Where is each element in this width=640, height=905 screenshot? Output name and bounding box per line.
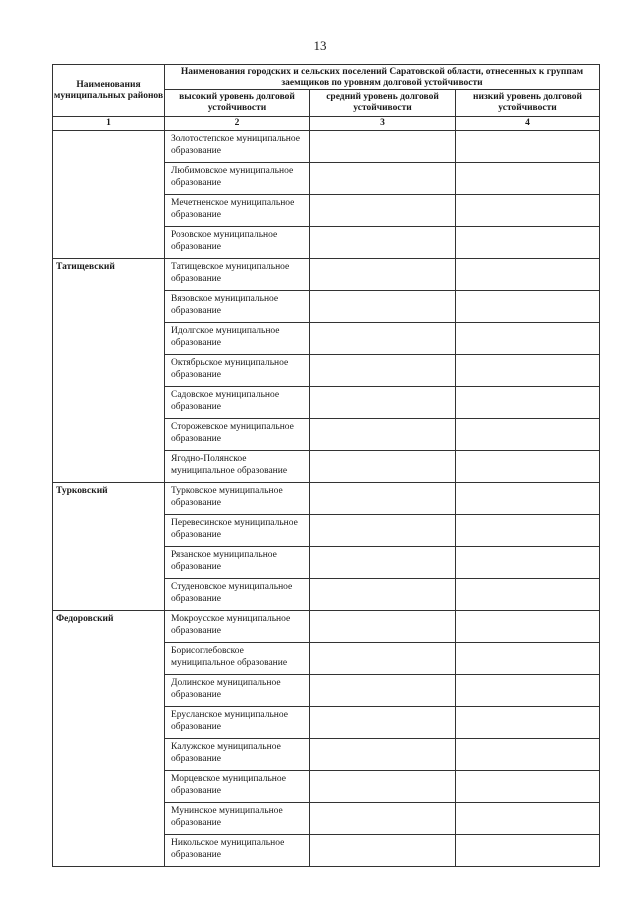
empty-cell xyxy=(310,835,456,867)
empty-cell xyxy=(456,131,600,163)
empty-cell xyxy=(310,291,456,323)
empty-cell xyxy=(310,387,456,419)
empty-cell xyxy=(310,771,456,803)
empty-cell xyxy=(456,611,600,643)
settlement-name: Никольское муниципальное образование xyxy=(165,835,310,867)
district-name: Федоровский xyxy=(53,611,165,867)
settlement-name: Ерусланское муниципальное образование xyxy=(165,707,310,739)
empty-cell xyxy=(456,739,600,771)
settlement-name: Татищевское муниципальное образование xyxy=(165,259,310,291)
settlement-name: Ягодно-Полянское муниципальное образование xyxy=(165,451,310,483)
empty-cell xyxy=(310,707,456,739)
header-medium-level: средний уровень долговой устойчивости xyxy=(310,90,456,117)
empty-cell xyxy=(456,515,600,547)
table-row xyxy=(53,259,600,291)
empty-cell xyxy=(456,259,600,291)
column-number: 2 xyxy=(165,117,310,131)
settlement-name: Рязанское муниципальное образование xyxy=(165,547,310,579)
settlement-name: Калужское муниципальное образование xyxy=(165,739,310,771)
empty-cell xyxy=(310,259,456,291)
empty-cell xyxy=(456,483,600,515)
settlement-name: Сторожевское муниципальное образование xyxy=(165,419,310,451)
empty-cell xyxy=(456,579,600,611)
empty-cell xyxy=(310,547,456,579)
column-number: 3 xyxy=(310,117,456,131)
settlement-name: Вязовское муниципальное образование xyxy=(165,291,310,323)
settlement-name: Перевесинское муниципальное образование xyxy=(165,515,310,547)
empty-cell xyxy=(456,291,600,323)
settlement-name: Студеновское муниципальное образование xyxy=(165,579,310,611)
empty-cell xyxy=(310,739,456,771)
settlement-name: Золотостепское муниципальное образование xyxy=(165,131,310,163)
district-name xyxy=(53,131,165,259)
empty-cell xyxy=(310,611,456,643)
empty-cell xyxy=(310,579,456,611)
settlement-name: Идолгское муниципальное образование xyxy=(165,323,310,355)
empty-cell xyxy=(310,483,456,515)
district-name: Турковский xyxy=(53,483,165,611)
column-number: 4 xyxy=(456,117,600,131)
empty-cell xyxy=(456,835,600,867)
district-name: Татищевский xyxy=(53,259,165,483)
settlement-name: Октябрьское муниципальное образование xyxy=(165,355,310,387)
empty-cell xyxy=(310,163,456,195)
header-districts: Наименования муниципальных районов xyxy=(53,65,165,117)
empty-cell xyxy=(456,707,600,739)
settlement-name: Мечетненское муниципальное образование xyxy=(165,195,310,227)
settlement-name: Мокроусское муниципальное образование xyxy=(165,611,310,643)
empty-cell xyxy=(456,195,600,227)
settlement-name: Долинское муниципальное образование xyxy=(165,675,310,707)
table-body xyxy=(53,131,600,867)
empty-cell xyxy=(456,675,600,707)
table-row xyxy=(53,611,600,643)
settlement-name: Садовское муниципальное образование xyxy=(165,387,310,419)
empty-cell xyxy=(310,227,456,259)
empty-cell xyxy=(310,131,456,163)
empty-cell xyxy=(310,451,456,483)
empty-cell xyxy=(310,419,456,451)
empty-cell xyxy=(310,195,456,227)
settlement-name: Борисоглебовское муниципальное образование xyxy=(165,643,310,675)
settlement-name: Турковское муниципальное образование xyxy=(165,483,310,515)
empty-cell xyxy=(310,323,456,355)
empty-cell xyxy=(456,163,600,195)
settlement-name: Мунинское муниципальное образование xyxy=(165,803,310,835)
column-number: 1 xyxy=(53,117,165,131)
empty-cell xyxy=(310,355,456,387)
empty-cell xyxy=(310,803,456,835)
table-row xyxy=(53,131,600,163)
empty-cell xyxy=(310,643,456,675)
page-number: 13 xyxy=(313,38,327,53)
empty-cell xyxy=(456,771,600,803)
empty-cell xyxy=(456,803,600,835)
empty-cell xyxy=(456,227,600,259)
empty-cell xyxy=(456,547,600,579)
settlement-name: Розовское муниципальное образование xyxy=(165,227,310,259)
empty-cell xyxy=(456,451,600,483)
empty-cell xyxy=(310,675,456,707)
empty-cell xyxy=(456,387,600,419)
settlement-name: Любимовское муниципальное образование xyxy=(165,163,310,195)
settlement-name: Морцевское муниципальное образование xyxy=(165,771,310,803)
empty-cell xyxy=(456,419,600,451)
empty-cell xyxy=(456,323,600,355)
table-row xyxy=(53,483,600,515)
empty-cell xyxy=(456,355,600,387)
empty-cell xyxy=(456,643,600,675)
empty-cell xyxy=(310,515,456,547)
header-high-level: высокий уровень долговой устойчивости xyxy=(165,90,310,117)
header-settlements-group: Наименования городских и сельских поселений Саратовской области, отнесенных к группам заемщиков по уровням долговой устойчивости xyxy=(165,65,600,90)
borrowers-table xyxy=(52,64,600,867)
header-low-level: низкий уровень долговой устойчивости xyxy=(456,90,600,117)
